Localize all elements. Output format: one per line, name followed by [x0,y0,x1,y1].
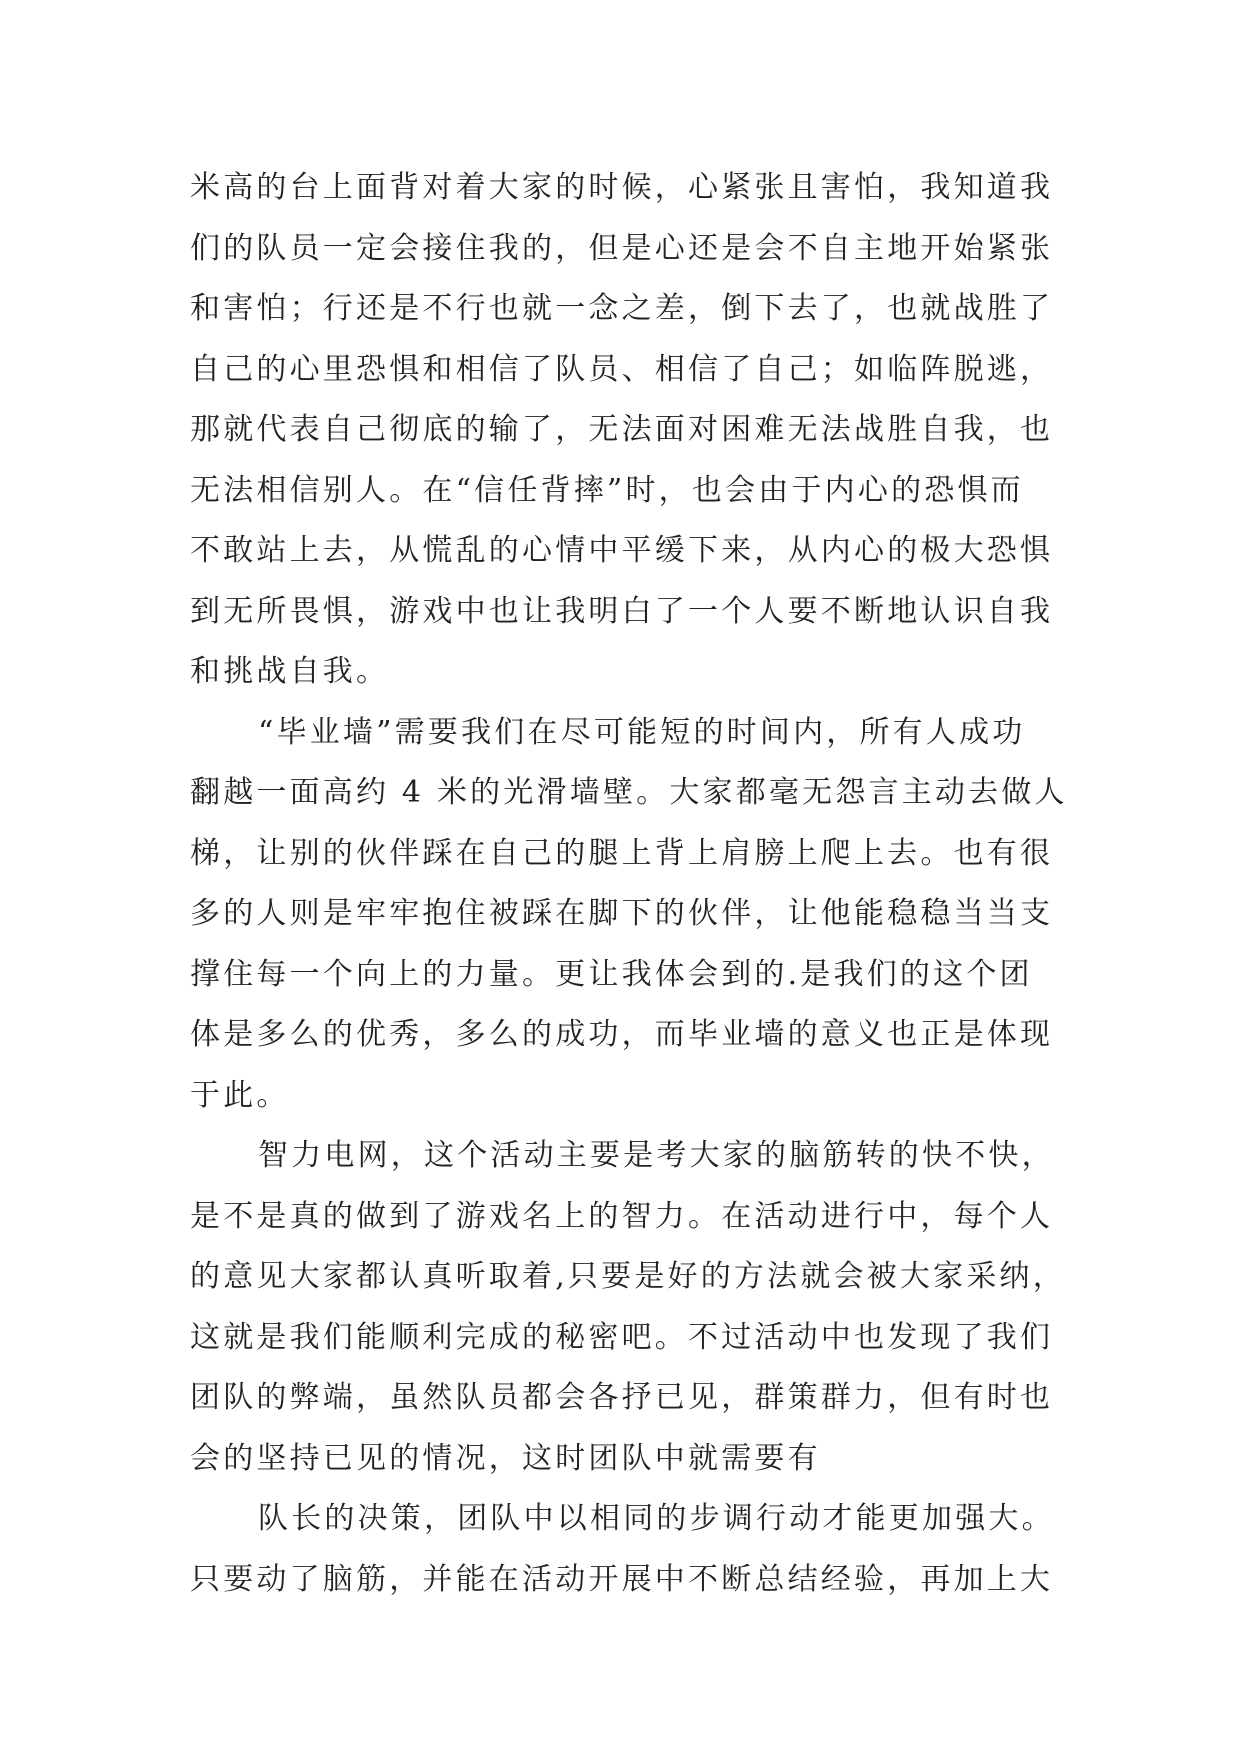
text-line: 撑住每一个向上的力量。更让我体会到的.是我们的这个团 [190,956,1033,992]
text-line: 到无所畏惧，游戏中也让我明白了一个人要不断地认识自我 [190,593,1054,629]
text-line: 体是多么的优秀，多么的成功，而毕业墙的意义也正是体现 [190,1017,1054,1052]
text-line: “毕业墙”需要我们在尽可能短的时间内，所有人成功 [258,714,1026,750]
text-line: 是不是真的做到了游戏名上的智力。在活动进行中，每个人 [190,1198,1054,1234]
text-line: 智力电网，这个活动主要是考大家的脑筋转的快不快， [258,1138,1055,1173]
text-line: 于此。 [190,1077,290,1113]
text-line: 梯，让别的伙伴踩在自己的腿上背上肩膀上爬上去。也有很 [190,835,1054,871]
text-line: 这就是我们能顺利完成的秘密吧。不过活动中也发现了我们 [190,1319,1054,1355]
text-line: 和挑战自我。 [190,654,390,689]
text-line: 和害怕；行还是不行也就一念之差，倒下去了，也就战胜了 [190,291,1054,326]
text-line: 队长的决策，团队中以相同的步调行动才能更加强大。 [258,1501,1055,1536]
text-line: 们的队员一定会接住我的，但是心还是会不自主地开始紧张 [190,230,1054,266]
text-line: 只要动了脑筋，并能在活动开展中不断总结经验，再加上大 [190,1561,1054,1597]
text-line: 那就代表自己彻底的输了，无法面对困难无法战胜自我，也 [190,412,1054,447]
text-line: 翻越一面高约 4 米的光滑墙壁。大家都毫无怨言主动去做人 [190,775,1068,810]
text-line: 多的人则是牢牢抱住被踩在脚下的伙伴，让他能稳稳当当支 [190,896,1054,931]
document-body [190,158,1068,1610]
text-line: 团队的弊端，虽然队员都会各抒已见，群策群力，但有时也 [190,1380,1054,1415]
text-line: 自己的心里恐惧和相信了队员、相信了自己；如临阵脱逃， [190,351,1054,387]
text-line: 的意见大家都认真听取着,只要是好的方法就会被大家采纳， [190,1259,1066,1294]
text-line: 无法相信别人。在“信任背摔”时，也会由于内心的恐惧而 [190,472,1024,508]
text-line: 会的坚持已见的情况，这时团队中就需要有 [190,1440,821,1476]
text-line: 不敢站上去，从慌乱的心情中平缓下来，从内心的极大恐惧 [190,533,1054,568]
text-line: 米高的台上面背对着大家的时候，心紧张且害怕，我知道我 [190,170,1054,205]
